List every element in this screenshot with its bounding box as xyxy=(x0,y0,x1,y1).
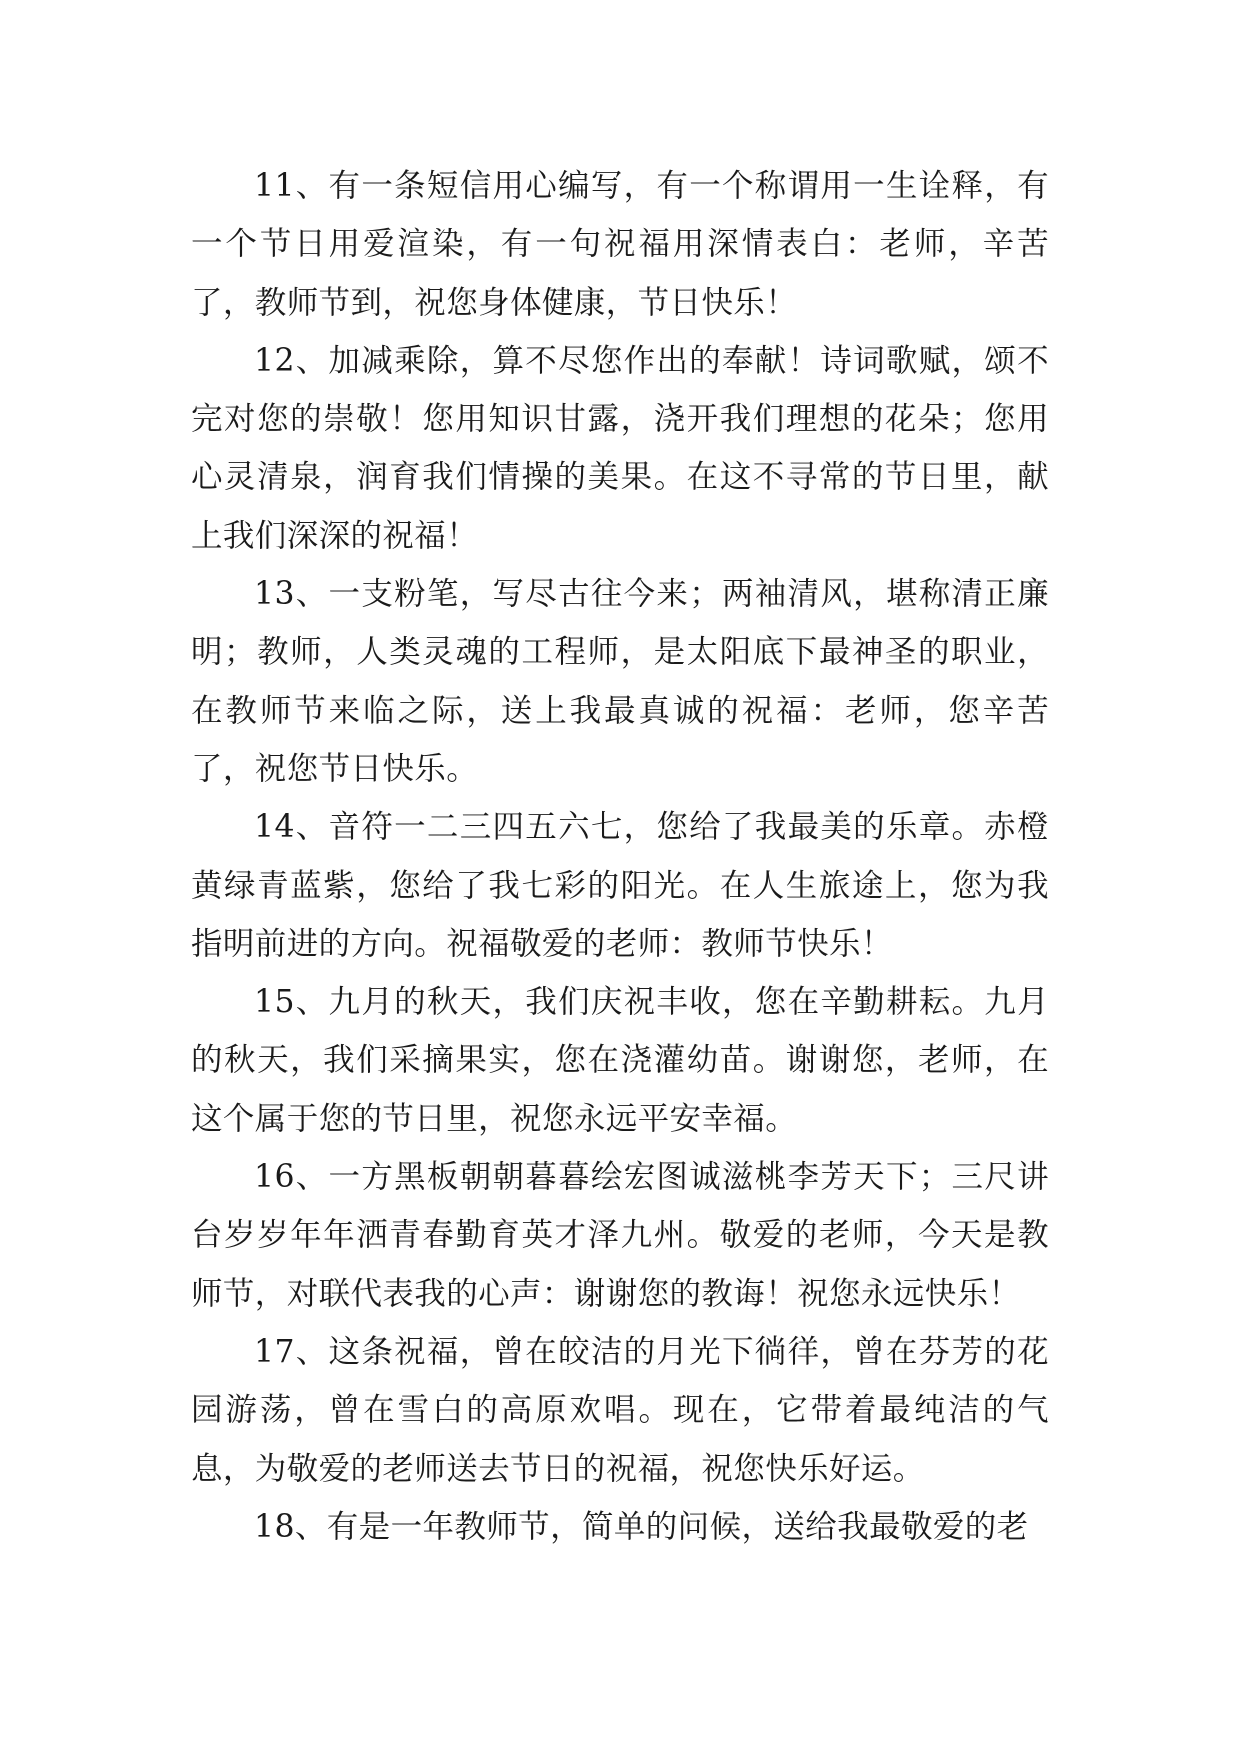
paragraph-11: 11、有一条短信用心编写，有一个称谓用一生诠释，有一个节日用爱渲染，有一句祝福用深情表白：老师，辛苦了，教师节到，祝您身体健康，节日快乐！ xyxy=(191,168,1049,321)
paragraph-14: 14、音符一二三四五六七，您给了我最美的乐章。赤橙黄绿青蓝紫，您给了我七彩的阳光。在人生旅途上，您为我指明前进的方向。祝福敬爱的老师：教师节快乐！ xyxy=(191,809,1049,962)
paragraph-15: 15、九月的秋天，我们庆祝丰收，您在辛勤耕耘。九月的秋天，我们采摘果实，您在浇灌幼苗。谢谢您，老师，在这个属于您的节日里，祝您永远平安幸福。 xyxy=(191,984,1049,1137)
document-body xyxy=(191,157,1049,1556)
paragraph-13: 13、一支粉笔，写尽古往今来；两袖清风，堪称清正廉明；教师，人类灵魂的工程师，是太阳底下最神圣的职业，在教师节来临之际，送上我最真诚的祝福：老师，您辛苦了，祝您节日快乐。 xyxy=(191,576,1049,787)
paragraph-17: 17、这条祝福，曾在皎洁的月光下徜徉，曾在芬芳的花园游荡，曾在雪白的高原欢唱。现在，它带着最纯洁的气息，为敬爱的老师送去节日的祝福，祝您快乐好运。 xyxy=(191,1333,1049,1487)
paragraph-12: 12、加减乘除，算不尽您作出的奉献！诗词歌赋，颂不完对您的崇敬！您用知识甘露，浇开我们理想的花朵；您用心灵清泉，润育我们情操的美果。在这不寻常的节日里，献上我们深深的祝福！ xyxy=(191,342,1049,554)
paragraph-16: 16、一方黑板朝朝暮暮绘宏图诚滋桃李芳天下；三尺讲台岁岁年年洒青春勤育英才泽九州。敬爱的老师，今天是教师节，对联代表我的心声：谢谢您的教诲！祝您永远快乐！ xyxy=(191,1159,1049,1312)
paragraph-18: 18、有是一年教师节，简单的问候，送给我最敬爱的老 xyxy=(254,1508,1029,1545)
